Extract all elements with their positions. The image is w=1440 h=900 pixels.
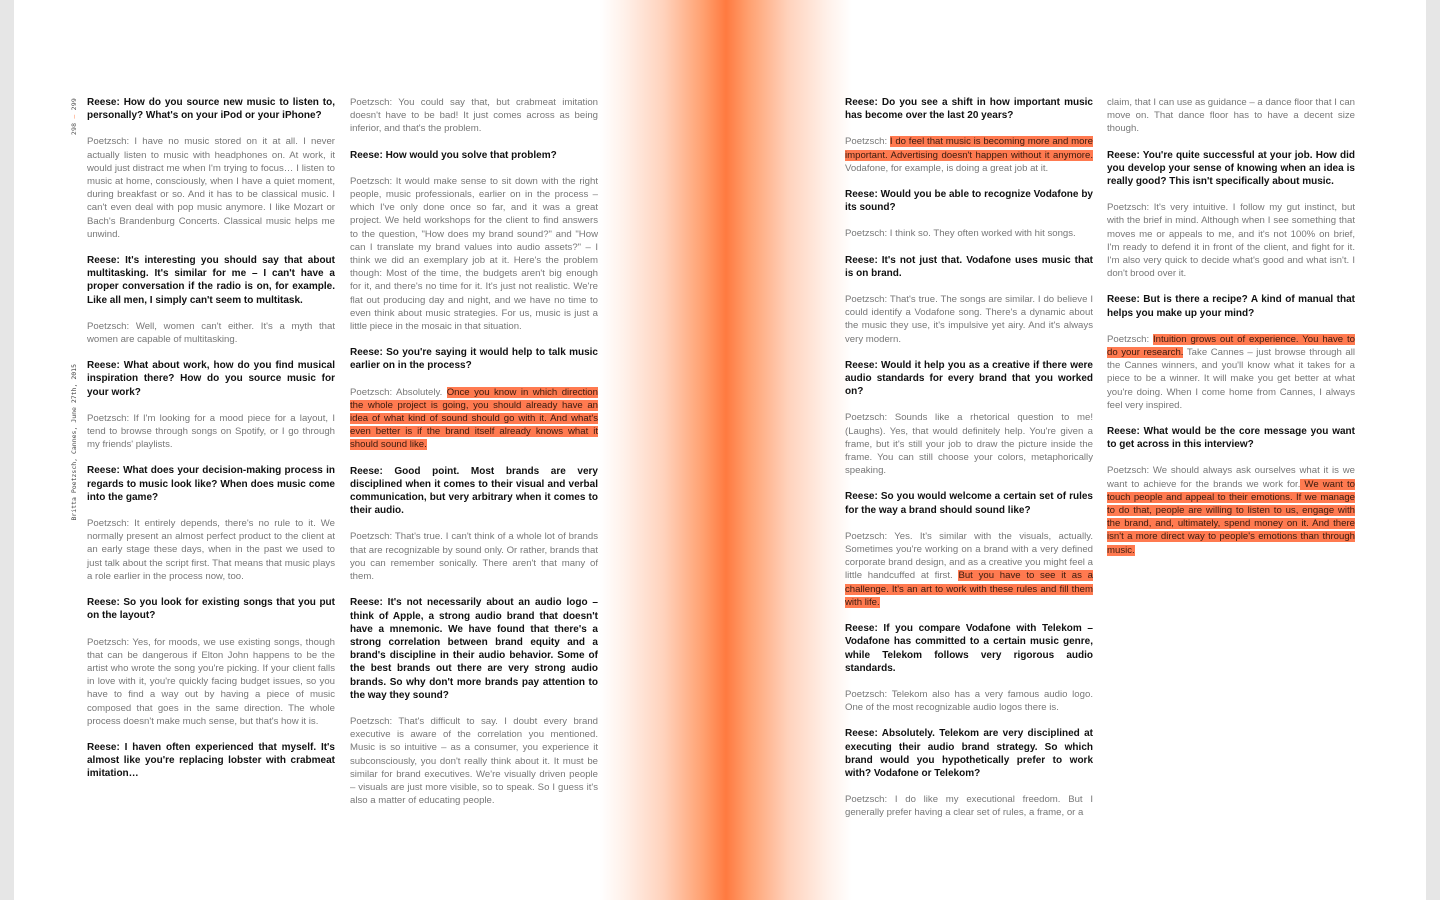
- interview-answer: [350, 530, 598, 583]
- interview-answer: [845, 135, 1093, 175]
- paragraph-text: Poetzsch: Telekom also has a very famous audio logo. One of the most recognizable audio logos there is.: [845, 688, 1093, 714]
- page-folio: [70, 98, 78, 135]
- highlighted-text: But you have to see it as a challenge. It's an art to work with these rules and fill them with life.: [845, 570, 1093, 608]
- interview-question: [845, 359, 1093, 399]
- interview-answer: [87, 636, 335, 728]
- interview-question: [845, 254, 1093, 280]
- text-column-1: [87, 96, 335, 794]
- interview-question: [87, 359, 335, 399]
- paragraph-text: Poetzsch: That's true. I can't think of a whole lot of brands that are recognizable by sound only. Or rather, brands that you can remember sonically. There aren't that many of them.: [350, 531, 598, 583]
- page-number-left: 298: [70, 122, 78, 136]
- folio-separator: —: [70, 114, 78, 119]
- interview-answer: [350, 96, 598, 136]
- interview-answer: [845, 411, 1093, 477]
- interview-answer: [845, 293, 1093, 346]
- interview-question: [845, 188, 1093, 214]
- paragraph-text: Poetzsch: That's difficult to say. I doubt every brand executive is aware of the correlation you mentioned. Music is so intuitive – as a consumer, you experience it subconsciously, you don't really think about it. It must be similar for brand executives. We're visually driven people – visuals are just more visible, so to speak. So I guess it's also a matter of educating people.: [350, 715, 598, 807]
- paragraph-text: Reese: But is there a recipe? A kind of manual that helps you make up your mind?: [1107, 294, 1355, 319]
- paragraph-text: Poetzsch: If I'm looking for a mood piece for a layout, I tend to browse through songs on Spotify, or I go through my friends' playlists.: [87, 412, 335, 451]
- paragraph-text: claim, that I can use as guidance – a dance floor that I can move on. That dance floor has to have a decent size though.: [1107, 97, 1355, 135]
- paragraph-text-tail: Take Cannes – just browse through all the Cannes winners, and you'll know what it takes for a piece to be a winner. It will make you get better at what you're doing. When I come home from Cannes, I always feel very inspired.: [1107, 347, 1355, 411]
- paragraph-text: Poetzsch:: [1107, 333, 1153, 345]
- interview-question: [87, 464, 335, 504]
- paragraph-text: Poetzsch: It entirely depends, there's no rule to it. We normally present an almost perfect product to the client at an early stage these days, when in the past we used to just talk about the script first. That means that music plays a role earlier in the process now, too.: [87, 518, 335, 582]
- paragraph-text: Reese: What would be the core message you want to get across in this interview?: [1107, 426, 1355, 451]
- paragraph-text: Poetzsch: That's true. The songs are similar. I do believe I could identify a Vodafone song. There's a dynamic about the music they use, it's impulsive yet airy. And it's always very modern.: [845, 294, 1093, 345]
- interview-question: [845, 727, 1093, 780]
- interview-question: [845, 622, 1093, 675]
- interview-answer: [845, 793, 1093, 819]
- interview-answer: [87, 517, 335, 583]
- interview-answer: [87, 412, 335, 452]
- highlighted-text: Once you know in which direction the whole project is going, you should already have an idea of what kind of sound should go with it. And what's even better is if the brand itself already knows what it should sound like.: [350, 386, 598, 451]
- paragraph-text: Poetzsch: Absolutely.: [350, 386, 447, 398]
- paragraph-text: Reese: How would you solve that problem?: [350, 149, 557, 161]
- paragraph-text: Reese: It's not necessarily about an audio logo – think of Apple, a strong audio brand that doesn't have a mnemonic. We have found that there's a strong correlation between brand equity and a brand's discipline in their audio behavior. Some of the best brands out there are very strong audio brands. So why don't more brands pay attention to the way they sound?: [350, 597, 598, 701]
- text-column-4: [1107, 96, 1355, 570]
- interview-caption: Britta Poetzsch, Cannes, June 27th, 2015: [70, 364, 78, 521]
- paragraph-text: Reese: So you're saying it would help to talk music earlier on in the process?: [350, 347, 598, 372]
- interview-answer: [845, 688, 1093, 714]
- paragraph-text: Reese: If you compare Vodafone with Telekom – Vodafone has committed to a certain music genre, while Telekom follows very rigorous audio standards.: [845, 623, 1093, 674]
- highlighted-text: I do feel that music is becoming more and more important. Advertising doesn't happen without it anymore.: [845, 136, 1093, 161]
- interview-question: [845, 96, 1093, 122]
- interview-question: [87, 596, 335, 622]
- paragraph-text: Poetzsch: You could say that, but crabmeat imitation doesn't have to be bad! It just comes across as being inferior, and that's the problem.: [350, 97, 598, 135]
- paragraph-text: Reese: Would you be able to recognize Vodafone by its sound?: [845, 189, 1093, 214]
- paragraph-text: Poetzsch:: [845, 136, 890, 148]
- interview-question: [350, 596, 598, 702]
- paragraph-text: Reese: What about work, how do you find musical inspiration there? How do you source music for your work?: [87, 360, 335, 398]
- paragraph-text: Poetzsch: It would make sense to sit down with the right people, music professionals, earlier on in the process – which I've only done once so far, and it was a great project. We held workshops for the client to find answers to the question, "How does my brand sound?" and "How can I translate my brand values into audio assets?" – I think we did an exemplary job at it. Here's the problem though: Most of the time, the budgets aren't big enough for it, and there's no time for it. It's just not realistic. We're flat out producing day and night, and we have no time to even think about music strategies. For us, music is just a little piece in the mosaic in that situation.: [350, 175, 598, 333]
- interview-question: [350, 149, 598, 162]
- paragraph-text: Poetzsch: I have no music stored on it at all. I never actually listen to music with headphones on. At work, it would just distract me when I'm trying to focus… I listen to music at home, consciously, when I have a quiet moment, during breakfast or so. And it has to be classical music. I can't even deal with pop music anymore. I like Mozart or Bach's Brandenburg Concerts. Classical music helps me unwind.: [87, 136, 335, 240]
- paragraph-text: Reese: You're quite successful at your job. How did you develop your sense of knowing when an idea is really good? This isn't specifically about music.: [1107, 149, 1355, 188]
- interview-answer: [1107, 96, 1355, 136]
- paragraph-text: Reese: Do you see a shift in how important music has become over the last 20 years?: [845, 97, 1093, 122]
- interview-question: [845, 490, 1093, 516]
- text-column-2: [350, 96, 598, 820]
- paragraph-text: Poetzsch: Yes, for moods, we use existing songs, though that can be dangerous if Elton John happens to be the artist who wrote the song you're picking. If your client falls in love with it, you're quickly facing budget issues, so you have to find a way out by having a piece of music composed that goes in the same direction. The whole process doesn't make much sense, but that's how it is.: [87, 636, 335, 727]
- paragraph-text-tail: Vodafone, for example, is doing a great job at it.: [845, 162, 1049, 174]
- interview-answer: [845, 530, 1093, 609]
- interview-answer: [87, 135, 335, 241]
- paragraph-text: Poetzsch: I think so. They often worked with hit songs.: [845, 228, 1076, 240]
- interview-question: [1107, 293, 1355, 319]
- paragraph-text: Poetzsch: We should always ask ourselves what it is we want to achieve for the brands we work for.: [1107, 465, 1355, 490]
- interview-answer: [350, 715, 598, 807]
- paragraph-text: Reese: How do you source new music to listen to, personally? What's on your iPod or your iPhone?: [87, 97, 335, 122]
- paragraph-text: Reese: What does your decision-making process in regards to music look like? When does music come into the game?: [87, 465, 335, 503]
- paragraph-text: Poetzsch: Yes. It's similar with the visuals, actually. Sometimes you're working on a brand with a very defined corporate brand design, and as a creative you might feel a little handcuffed at first.: [845, 530, 1093, 582]
- paragraph-text: Reese: So you would welcome a certain set of rules for the way a brand should sound like?: [845, 491, 1093, 516]
- highlighted-text: We want to touch people and appeal to their emotions. If we manage to do that, people are willing to listen to us, engage with the brand, and, ultimately, spend money on it. And there isn't a more direct way to people's emotions than through music.: [1107, 478, 1355, 556]
- interview-question: [350, 346, 598, 372]
- interview-question: [87, 254, 335, 307]
- paragraph-text: Poetzsch: Well, women can't either. It's a myth that women are capable of multitasking.: [87, 320, 335, 346]
- paragraph-text: Reese: Good point. Most brands are very disciplined when it comes to their visual and verbal communication, but very arbitrary when it comes to their audio.: [350, 465, 598, 517]
- paragraph-text: Reese: It's not just that. Vodafone uses music that is on brand.: [845, 254, 1093, 279]
- text-column-3: [845, 96, 1093, 833]
- paragraph-text: Reese: Absolutely. Telekom are very disciplined at executing their audio brand strategy. So which brand would you hypothetically prefer to work with? Vodafone or Telekom?: [845, 728, 1093, 779]
- interview-question: [1107, 425, 1355, 451]
- interview-answer: [350, 386, 598, 452]
- interview-question: [1107, 149, 1355, 189]
- interview-question: [87, 96, 335, 122]
- highlighted-text: Intuition grows out of experience. You have to do your research.: [1107, 333, 1356, 359]
- interview-question: [87, 741, 335, 781]
- paragraph-text: Poetzsch: I do like my executional freedom. But I generally prefer having a clear set of rules, a frame, or a: [845, 794, 1093, 819]
- paragraph-text: Reese: Would it help you as a creative if there were audio standards for every brand that you worked on?: [845, 359, 1093, 398]
- paragraph-text: Reese: So you look for existing songs that you put on the layout?: [87, 597, 335, 622]
- interview-answer: [1107, 333, 1355, 412]
- magazine-spread: [14, 0, 1426, 900]
- interview-answer: [845, 227, 1093, 240]
- interview-answer: [350, 175, 598, 333]
- interview-answer: [87, 320, 335, 346]
- paragraph-text: Poetzsch: Sounds like a rhetorical question to me! (Laughs). Yes, that would definitely help. You're given a frame, but it's still your job to draw the picture inside the frame. You can still choose your colors, metaphorically speaking.: [845, 412, 1093, 477]
- paragraph-text: Reese: I haven often experienced that myself. It's almost like you're replacing lobster with crabmeat imitation…: [87, 741, 335, 780]
- interview-answer: [1107, 201, 1355, 280]
- page-number-right: 299: [70, 98, 78, 111]
- paragraph-text: Poetzsch: It's very intuitive. I follow my gut instinct, but with the brief in mind. Although when I see something that moves me or appeals to me, and it's not 100% on brief, I'm ready to defend it in front of the client, and fight for it. I'm also very quick to decide what's good and what isn't. I don't brood over it.: [1107, 202, 1355, 280]
- interview-question: [350, 465, 598, 518]
- interview-answer: [1107, 464, 1355, 556]
- paragraph-text: Reese: It's interesting you should say that about multitasking. It's similar for me – I can't have a proper conversation if the radio is on, for example. Like all men, I simply can't seem to multitask.: [87, 255, 335, 306]
